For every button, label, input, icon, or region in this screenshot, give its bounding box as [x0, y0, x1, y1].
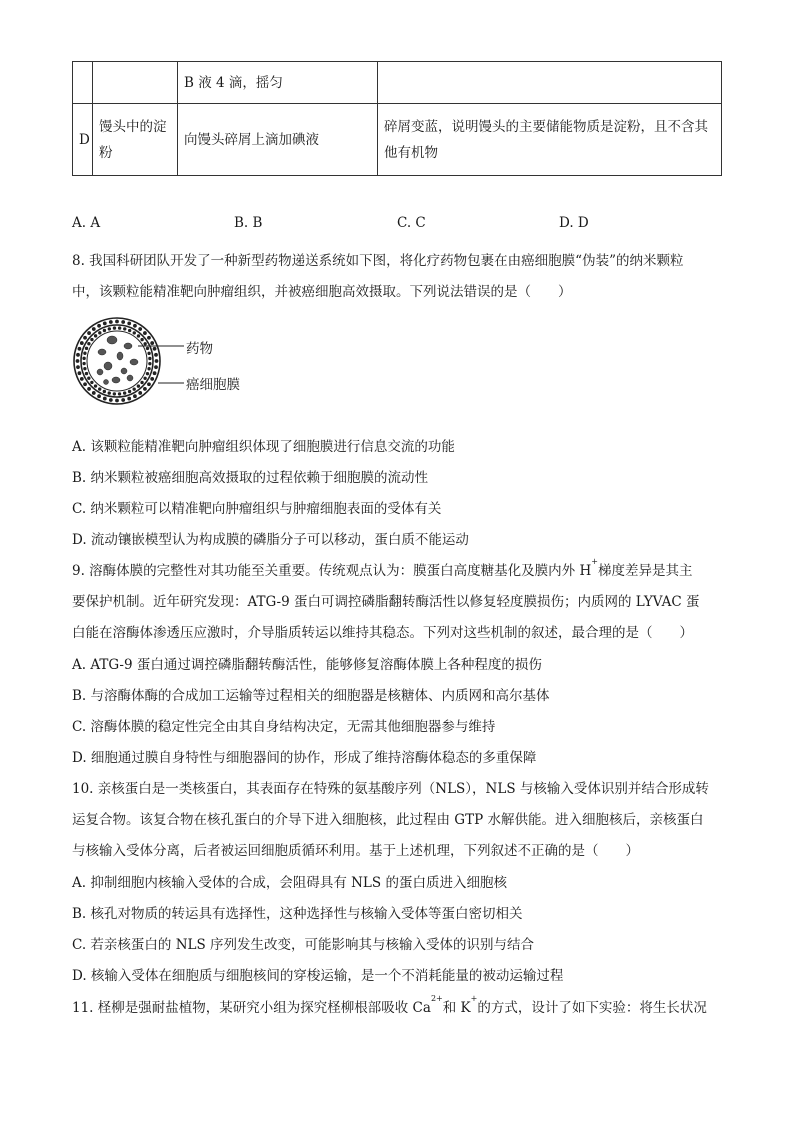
phospholipid-head	[76, 353, 79, 356]
table-cell	[73, 62, 93, 104]
phospholipid-head	[118, 327, 121, 330]
phospholipid-head	[78, 372, 81, 375]
phospholipid-head	[103, 397, 106, 400]
q10-stem-line1: 10. 亲核蛋白是一类核蛋白，其表面存在特殊的氨基酸序列（NLS），NLS 与核输入受体识别并结合形成转	[72, 781, 709, 797]
q11-stem-text: 11. 柽柳是强耐盐植物，某研究小组为探究柽柳根部吸收 Ca	[72, 1000, 431, 1016]
table-cell: D	[73, 104, 93, 176]
q9-stem-line2: 要保护机制。近年研究发现：ATG-9 蛋白可调控磷脂翻转酶活性以修复轻度膜损伤；内质网的 LYVAC 蛋	[72, 594, 700, 610]
q9-stem-text: 9. 溶酶体膜的完整性对其功能至关重要。传统观点认为：膜蛋白高度糖基化及膜内外 H	[72, 563, 592, 579]
phospholipid-head	[153, 347, 156, 350]
q10-option-d[interactable]: D. 核输入受体在细胞质与细胞核间的穿梭运输，是一个不消耗能量的被动运输过程	[72, 968, 564, 984]
phospholipid-head	[92, 328, 95, 331]
experiment-table	[72, 61, 722, 176]
phospholipid-head	[85, 372, 88, 375]
phospholipid-head	[128, 390, 131, 393]
phospholipid-head	[137, 385, 140, 388]
q9-stem-line1	[72, 559, 692, 579]
phospholipid-head	[88, 387, 91, 390]
phospholipid-head	[151, 377, 154, 380]
phospholipid-head	[155, 353, 158, 356]
phospholipid-head	[113, 393, 116, 396]
phospholipid-head	[88, 332, 91, 335]
phospholipid-head	[88, 377, 91, 380]
phospholipid-head	[83, 362, 86, 365]
q8-option-c[interactable]: C. 纳米颗粒可以精准靶向肿瘤组织与肿瘤细胞表面的受体有关	[72, 501, 442, 517]
q10-option-b[interactable]: B. 核孔对物质的转运具有选择性，这种选择性与核输入受体等蛋白密切相关	[72, 906, 523, 922]
phospholipid-head	[113, 327, 116, 330]
phospholipid-head	[94, 385, 97, 388]
phospholipid-head	[91, 381, 94, 384]
q8-option-b[interactable]: B. 纳米颗粒被癌细胞高效摄取的过程依赖于细胞膜的流动性	[72, 470, 429, 486]
option-c[interactable]: C. C	[397, 215, 426, 231]
table-row	[73, 104, 722, 176]
phospholipid-head	[148, 367, 151, 370]
phospholipid-head	[155, 366, 158, 369]
phospholipid-head	[141, 381, 144, 384]
phospholipid-head	[84, 352, 87, 355]
nanoparticle-diagram	[72, 316, 272, 406]
table-cell: 向馒头碎屑上滴加碘液	[178, 104, 378, 176]
phospholipid-head	[128, 397, 131, 400]
phospholipid-head	[109, 399, 112, 402]
phospholipid-head	[118, 393, 121, 396]
nanoparticle-figure	[72, 316, 272, 406]
q8-stem-line2: 中，该颗粒能精准靶向肿瘤组织，并被癌细胞高效摄取。下列说法错误的是（ ）	[72, 284, 572, 300]
q8-stem-line1: 8. 我国科研团队开发了一种新型药物递送系统如下图，将化疗药物包裹在由癌细胞膜“伪装”的纳米颗粒	[72, 253, 684, 269]
phospholipid-head	[85, 347, 88, 350]
phospholipid-head	[128, 329, 131, 332]
phospholipid-head	[94, 335, 97, 338]
phospholipid-head	[98, 324, 101, 327]
superscript: 2+	[430, 994, 443, 1003]
phospholipid-head	[116, 320, 119, 323]
phospholipid-head	[123, 328, 126, 331]
phospholipid-head	[80, 342, 83, 345]
phospholipid-head	[147, 336, 150, 339]
phospholipid-head	[155, 360, 158, 363]
table-cell	[93, 62, 178, 104]
q11-stem-text: 和 K	[442, 1000, 471, 1016]
q10-option-c[interactable]: C. 若亲核蛋白的 NLS 序列发生改变，可能影响其与核输入受体的识别与结合	[72, 937, 535, 953]
table-cell	[378, 62, 722, 104]
phospholipid-head	[143, 387, 146, 390]
table-cell: 碎屑变蓝，说明馒头的主要储能物质是淀粉，且不含其他有机物	[378, 104, 722, 176]
phospholipid-head	[149, 357, 152, 360]
phospholipid-head	[84, 383, 87, 386]
phospholipid-head	[139, 391, 142, 394]
q9-option-a[interactable]: A. ATG-9 蛋白通过调控磷脂翻转酶活性，能够修复溶酶体膜上各种程度的损伤	[72, 657, 542, 673]
phospholipid-head	[83, 357, 86, 360]
phospholipid-head	[122, 399, 125, 402]
table-cell: 馒头中的淀粉	[93, 104, 178, 176]
membrane-label: 癌细胞膜	[186, 377, 240, 393]
option-d[interactable]: D. D	[559, 215, 589, 231]
phospholipid-head	[103, 329, 106, 332]
phospholipid-head	[133, 388, 136, 391]
phospholipid-head	[153, 372, 156, 375]
phospholipid-head	[137, 335, 140, 338]
table-cell: B 液 4 滴，摇匀	[178, 62, 378, 104]
q7-options	[72, 215, 722, 237]
phospholipid-head	[144, 343, 147, 346]
q9-option-b[interactable]: B. 与溶酶体酶的合成加工运输等过程相关的细胞器是核糖体、内质网和高尔基体	[72, 688, 550, 704]
phospholipid-head	[133, 395, 136, 398]
phospholipid-head	[143, 332, 146, 335]
phospholipid-head	[80, 377, 83, 380]
option-a[interactable]: A. A	[72, 215, 101, 231]
phospholipid-head	[88, 342, 91, 345]
phospholipid-head	[148, 352, 151, 355]
option-b[interactable]: B. B	[234, 215, 263, 231]
phospholipid-head	[149, 362, 152, 365]
phospholipid-head	[141, 338, 144, 341]
phospholipid-head	[91, 338, 94, 341]
phospholipid-head	[109, 320, 112, 323]
phospholipid-head	[76, 366, 79, 369]
phospholipid-head	[116, 399, 119, 402]
q11-stem-line1	[72, 996, 707, 1016]
q10-option-a[interactable]: A. 抑制细胞内核输入受体的合成，会阻碍具有 NLS 的蛋白质进入细胞核	[72, 875, 507, 891]
phospholipid-head	[99, 332, 102, 335]
phospholipid-head	[108, 392, 111, 395]
q9-stem-line3: 白能在溶酶体渗透压应激时，介导脂质转运以维持其稳态。下列对这些机制的叙述，最合理的是（ ）	[72, 625, 693, 641]
phospholipid-head	[103, 322, 106, 325]
phospholipid-head	[98, 395, 101, 398]
q9-stem-text: 梯度差异是其主	[597, 563, 693, 579]
phospholipid-head	[144, 377, 147, 380]
phospholipid-head	[108, 328, 111, 331]
phospholipid-head	[147, 383, 150, 386]
phospholipid-head	[84, 367, 87, 370]
q9-option-d[interactable]: D. 细胞通过膜自身特性与细胞器间的协作，形成了维持溶酶体稳态的多重保障	[72, 750, 537, 766]
q8-option-d[interactable]: D. 流动镶嵌模型认为构成膜的磷脂分子可以移动，蛋白质不能运动	[72, 532, 469, 548]
phospholipid-head	[146, 372, 149, 375]
phospholipid-head	[84, 336, 87, 339]
phospholipid-head	[78, 347, 81, 350]
phospholipid-head	[146, 347, 149, 350]
table-row	[73, 62, 722, 104]
drug-label: 药物	[186, 341, 213, 357]
phospholipid-head	[92, 391, 95, 394]
q11-stem-text: 的方式，设计了如下实验：将生长状况	[477, 1000, 707, 1016]
phospholipid-head	[122, 320, 125, 323]
phospholipid-head	[133, 324, 136, 327]
phospholipid-head	[98, 388, 101, 391]
phospholipid-head	[103, 390, 106, 393]
superscript: +	[470, 994, 478, 1003]
q8-option-a[interactable]: A. 该颗粒能精准靶向肿瘤组织体现了细胞膜进行信息交流的功能	[72, 439, 455, 455]
phospholipid-head	[123, 392, 126, 395]
phospholipid-head	[128, 322, 131, 325]
phospholipid-head	[139, 328, 142, 331]
phospholipid-head	[133, 332, 136, 335]
q10-stem-line3: 与核输入受体分离，后者被运回细胞质循环利用。基于上述机理，下列叙述不正确的是（ ）	[72, 843, 639, 859]
phospholipid-head	[76, 360, 79, 363]
phospholipid-head	[151, 342, 154, 345]
superscript: +	[591, 557, 598, 566]
q10-stem-line2: 运复合物。该复合物在核孔蛋白的介导下进入细胞核，此过程由 GTP 水解供能。进入细胞核后，亲核蛋白	[72, 812, 704, 828]
q9-option-c[interactable]: C. 溶酶体膜的稳定性完全由其自身结构决定，无需其他细胞器参与维持	[72, 719, 496, 735]
